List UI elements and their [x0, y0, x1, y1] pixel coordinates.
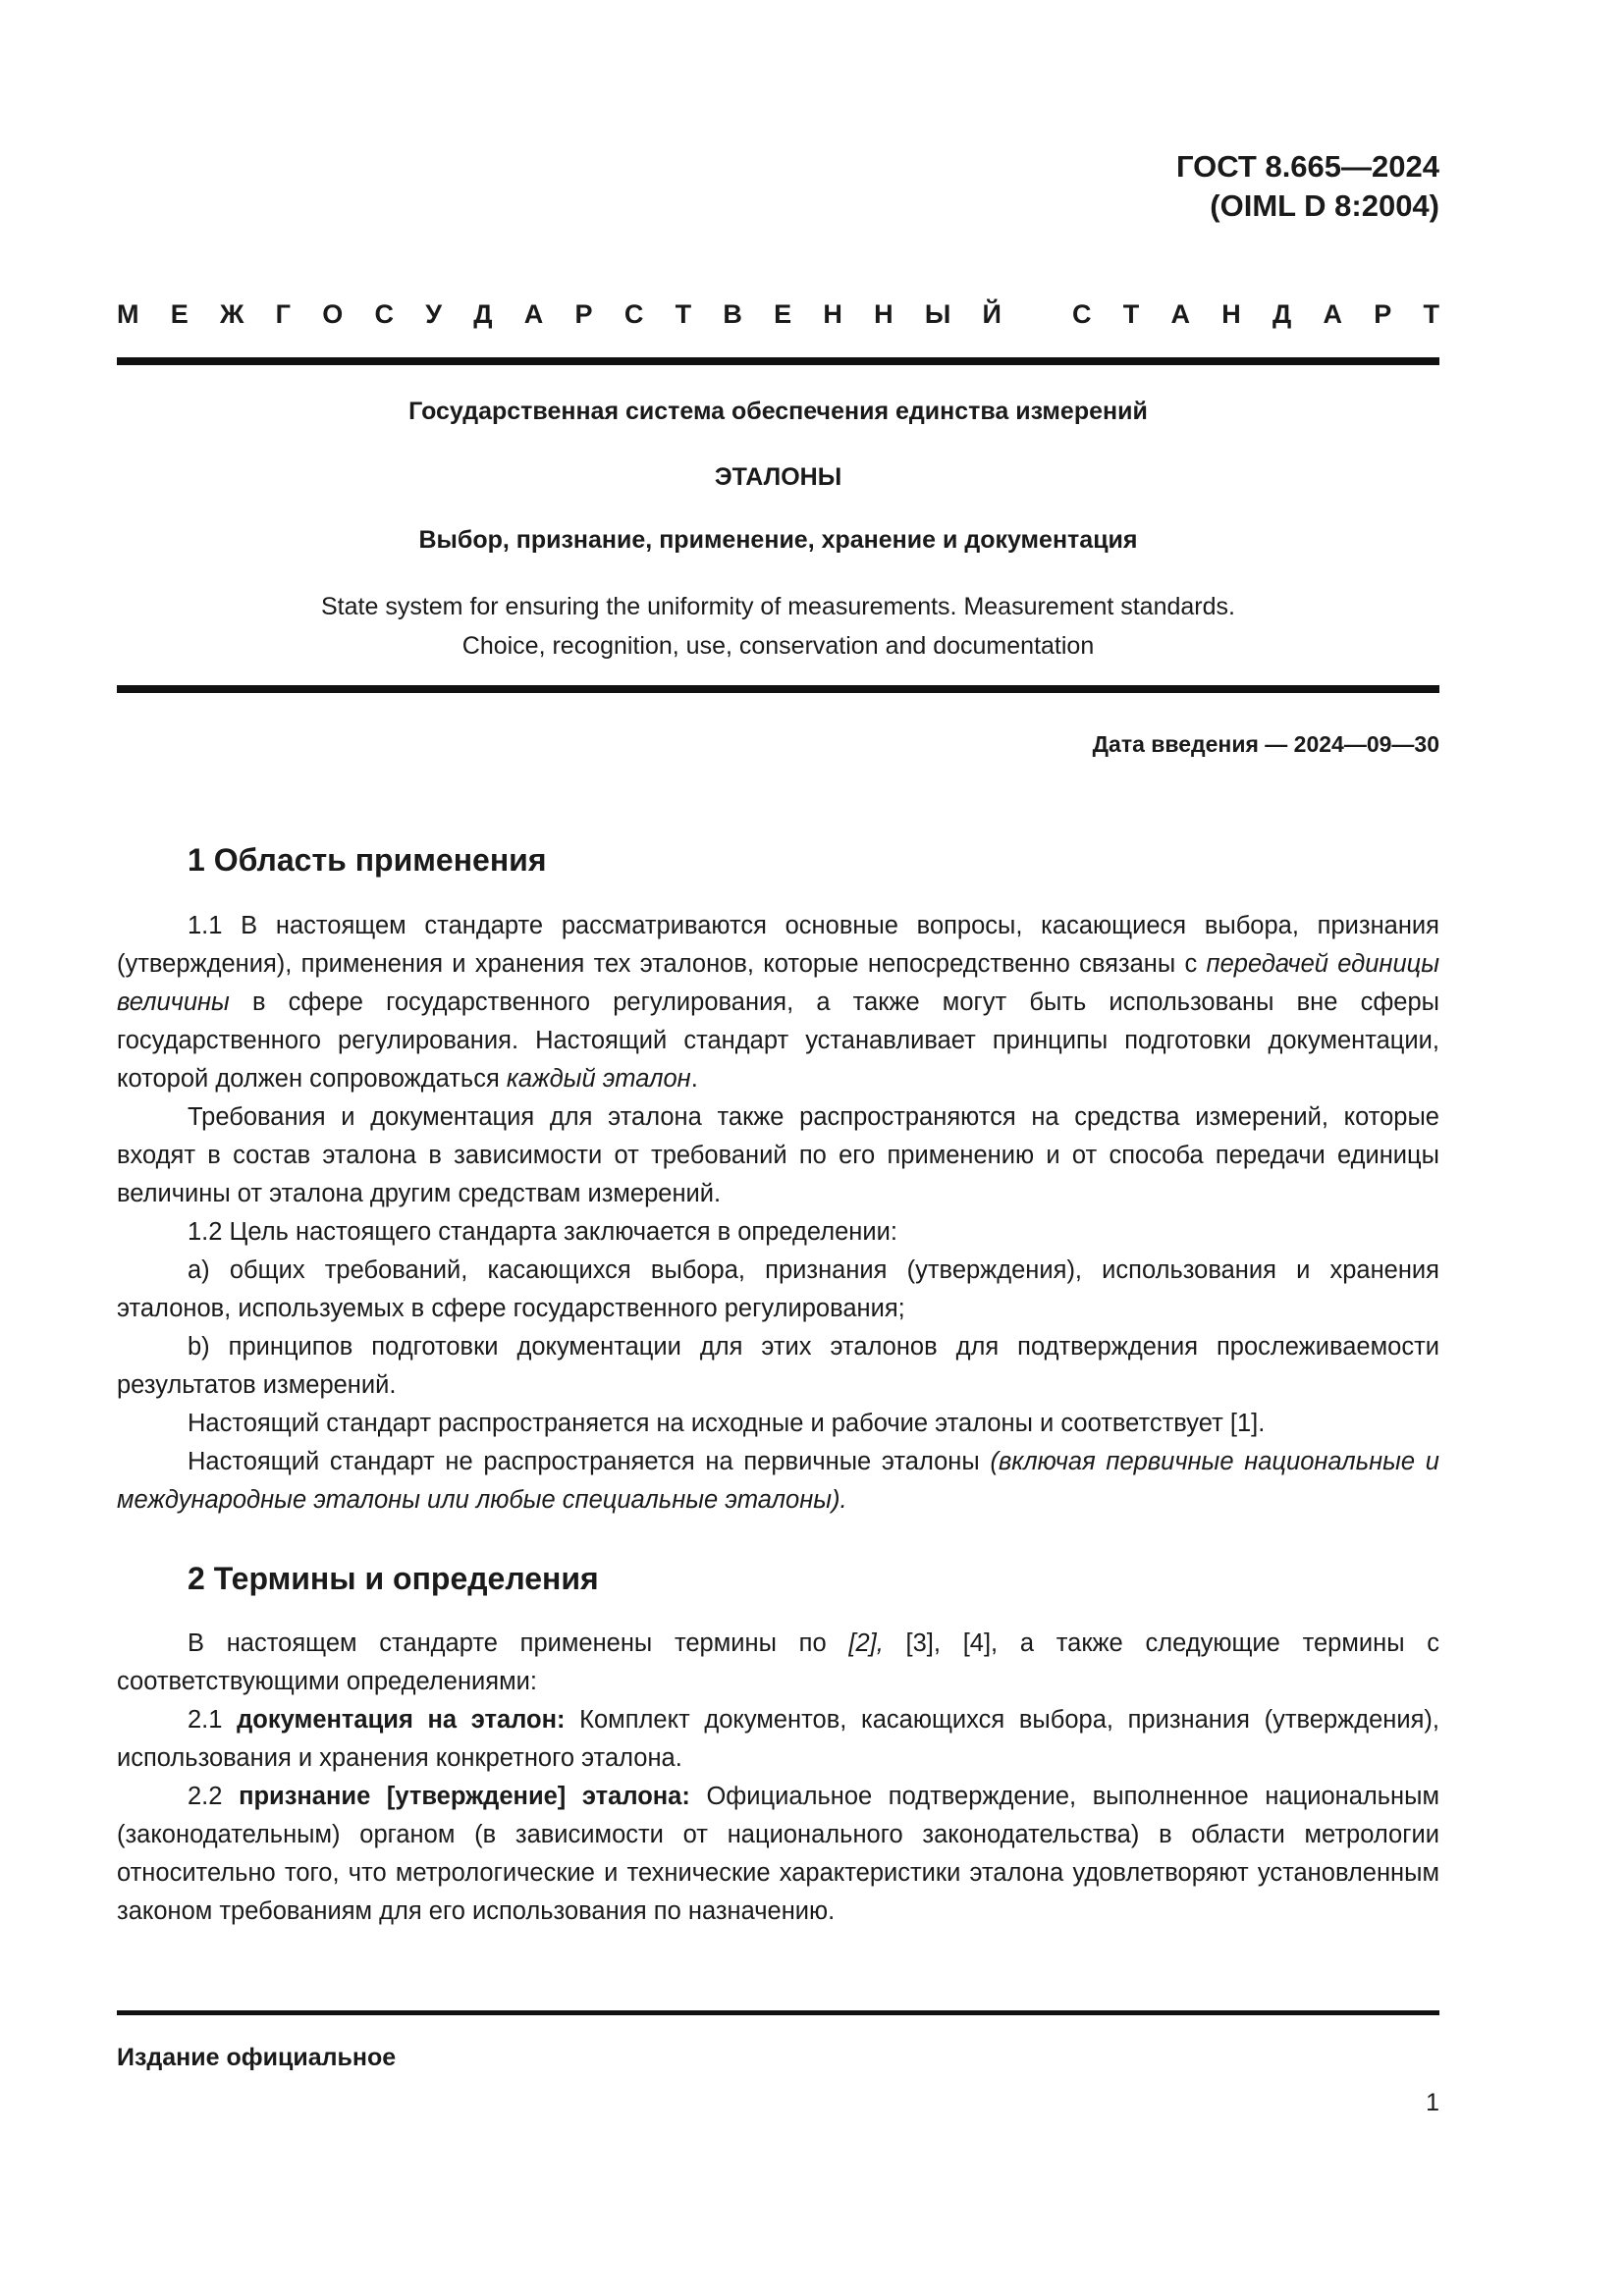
top-divider — [117, 357, 1439, 365]
paragraph-1-1: 1.1 В настоящем стандарте рассматриваются основные вопросы, касающиеся выбора, признания (утверждения), применения и хранения тех эталонов, которые непосредственно связаны с передачей единицы величины в сфере государственного регулирования, а также могут быть использованы вне сферы государственного регулирования. Настоящий стандарт устанавливает принципы подготовки документации, которой должен сопровождаться каждый эталон. — [117, 912, 1439, 1093]
subtitle: Выбор, признание, применение, хранение и документация — [418, 526, 1138, 554]
banner-letter: Р — [1374, 298, 1392, 329]
banner-letter: Ы — [924, 298, 951, 329]
page-number: 1 — [1426, 2089, 1439, 2116]
banner-letter: Й — [982, 298, 1001, 329]
banner-letter: Н — [823, 298, 842, 329]
section-2-body — [117, 1625, 1439, 1931]
introduction-date: Дата введения — 2024—09—30 — [1092, 731, 1439, 757]
paragraph: В настоящем стандарте применены термины по [2], [3], [4], а также следующие термины с соответствующими определениями: — [117, 1629, 1439, 1695]
footer-divider — [117, 2010, 1439, 2015]
oiml-reference: (OIML D 8:2004) — [1210, 188, 1439, 223]
standard-designation — [1176, 147, 1439, 226]
banner-gap — [1033, 299, 1041, 330]
english-title-line: Choice, recognition, use, conservation and documentation — [461, 632, 1095, 660]
banner-letter: Р — [574, 298, 593, 329]
banner-letter: Е — [774, 298, 792, 329]
banner-letter: А — [1323, 298, 1342, 329]
banner-letter: В — [723, 298, 742, 329]
banner-letter: Ж — [220, 298, 244, 329]
banner-letter: Д — [1272, 298, 1292, 329]
paragraph: Настоящий стандарт не распространяется на первичные эталоны (включая первичные национальные и международные эталоны или любые специальные эталоны). — [117, 1448, 1439, 1514]
main-title: ЭТАЛОНЫ — [714, 463, 842, 491]
paragraph: Требования и документация для эталона также распространяются на средства измерений, которые входят в состав эталона в зависимости от требований по его применению и от способа передачи единицы величины от эталона другим средствам измерений. — [117, 1103, 1439, 1207]
banner-letter: Г — [275, 298, 291, 329]
paragraph-1-2: 1.2 Цель настоящего стандарта заключается в определении: — [188, 1218, 897, 1246]
definition-2-1: 2.1 документация на эталон: Комплект документов, касающихся выбора, признания (утверждения), использования и хранения конкретного эталона. — [117, 1706, 1439, 1772]
banner-letter: Е — [170, 298, 189, 329]
banner-letter: С — [623, 298, 644, 329]
banner-letter: Н — [1221, 298, 1241, 329]
system-title: Государственная система обеспечения единства измерений — [408, 398, 1148, 425]
edition-label: Издание официальное — [117, 2044, 397, 2071]
definition-2-2: 2.2 признание [утверждение] эталона: Официальное подтверждение, выполненное национальным (законодательным) органом (в зависимости от национального законодательства) в области метрологии относительно того, что метрологические и технические характеристики эталона удовлетворяют установленным законом требованиям для его использования по назначению. — [117, 1783, 1439, 1925]
list-item-a: a) общих требований, касающихся выбора, признания (утверждения), использования и хранения эталонов, используемых в сфере государственного регулирования; — [117, 1256, 1439, 1322]
standard-type-banner — [117, 294, 1439, 334]
banner-letter: Д — [473, 298, 493, 329]
banner-letter: М — [117, 298, 139, 329]
section-1-body — [117, 907, 1439, 1520]
list-item-b: b) принципов подготовки документации для этих эталонов для подтверждения прослеживаемости результатов измерений. — [117, 1333, 1439, 1399]
standard-code: ГОСТ 8.665—2024 — [1176, 149, 1439, 184]
banner-letter: О — [322, 298, 344, 329]
english-title — [117, 587, 1439, 666]
banner-letter: Т — [675, 298, 692, 329]
banner-letter: Т — [1423, 298, 1439, 329]
banner-letter: У — [425, 298, 443, 329]
title-divider — [117, 685, 1439, 693]
banner-letter: А — [523, 298, 544, 329]
banner-letter: С — [1071, 298, 1092, 329]
banner-letter: А — [1170, 298, 1190, 329]
english-title-line: State system for ensuring the uniformity of measurements. Measurement standards. — [321, 593, 1235, 620]
paragraph: Настоящий стандарт распространяется на исходные и рабочие эталоны и соответствует [1]. — [188, 1410, 1266, 1437]
banner-letter: С — [374, 298, 394, 329]
section-2-heading: 2 Термины и определения — [188, 1561, 599, 1596]
banner-letter: Н — [874, 298, 893, 329]
banner-letter: Т — [1122, 298, 1140, 329]
section-1-heading: 1 Область применения — [188, 842, 547, 878]
